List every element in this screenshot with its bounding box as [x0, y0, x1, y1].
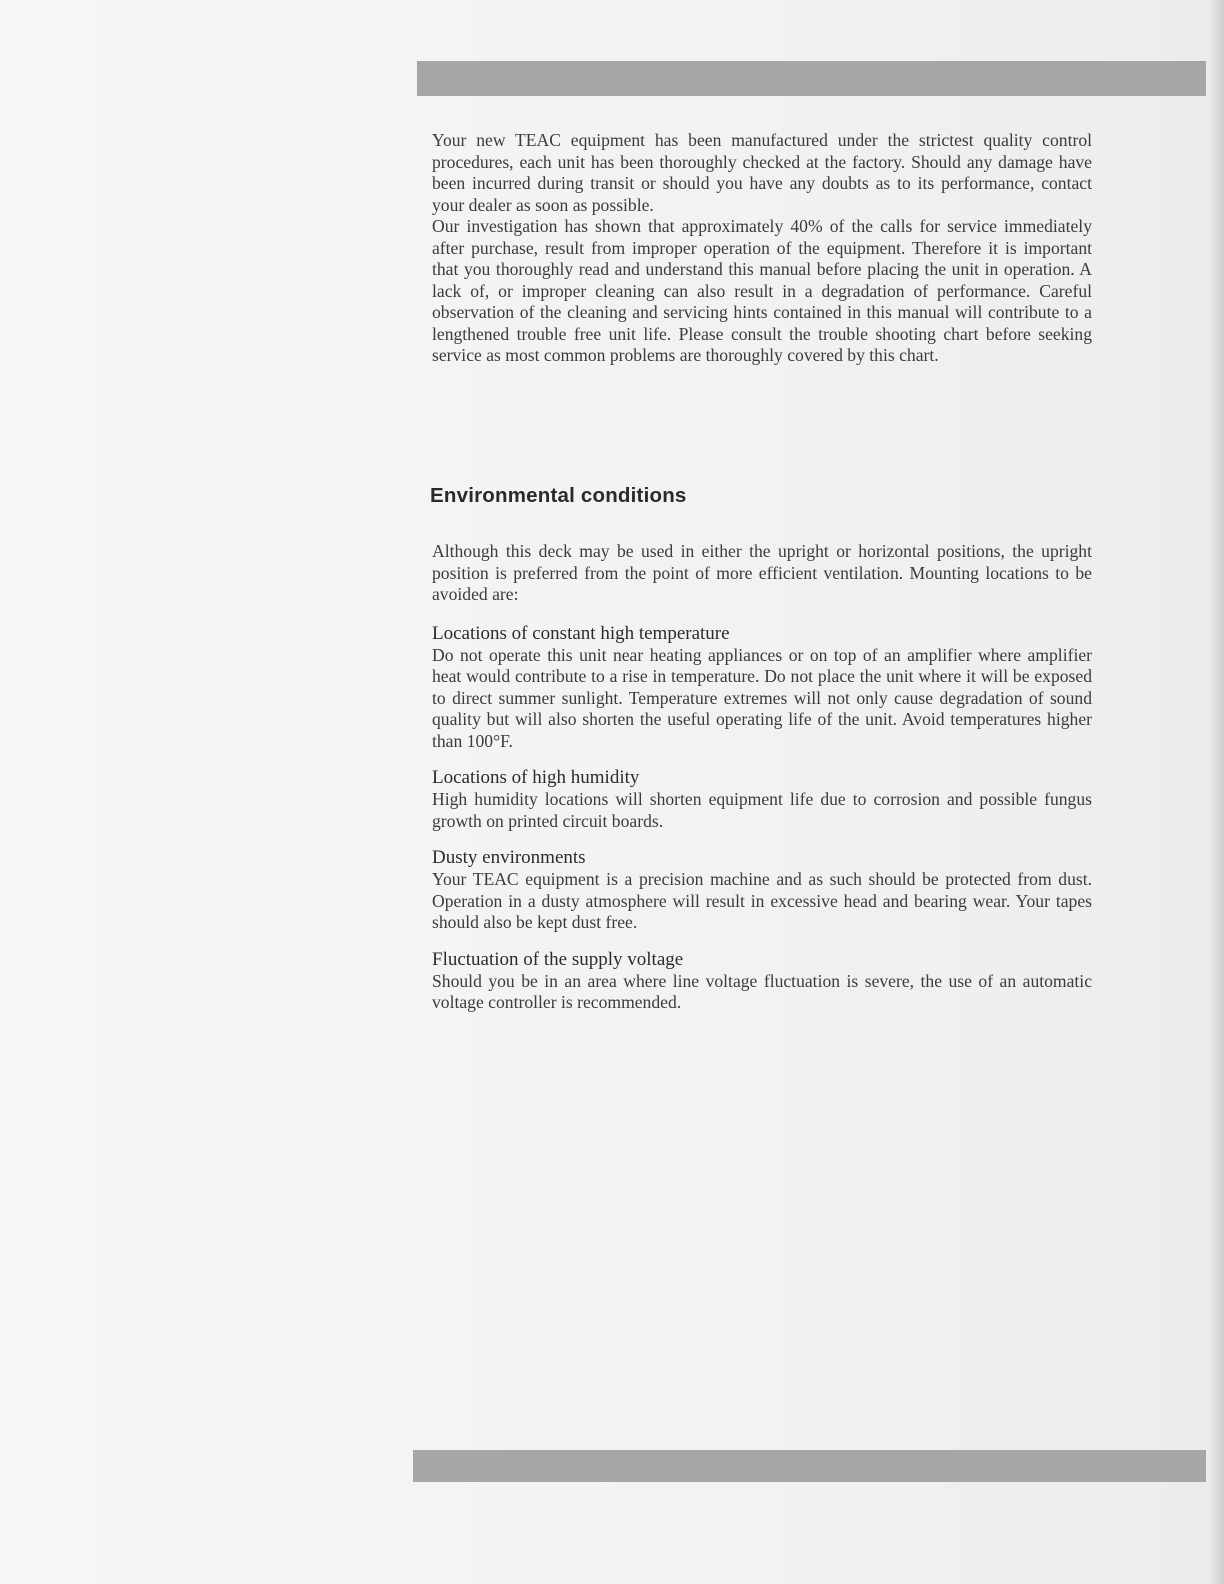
intro-paragraph-2: Our investigation has shown that approximately 40% of the calls for service immediately after purchase, result from improper operation of the equipment. Therefore it is important that you thoroughly read and understand this manual before placing the unit in operation. A lack of, or improper cleaning can also result in a degradation of performance. Careful observation of the cleaning and servicing hints contained in this manual will contribute to a lengthened trouble free unit life. Please consult the trouble shooting chart before seeking service as most common problems are thoroughly covered by this chart. — [432, 216, 1092, 365]
section-heading: Environmental conditions — [430, 484, 687, 507]
intro-paragraph-1: Your new TEAC equipment has been manufactured under the strictest quality control procedures, each unit has been thoroughly checked at the factory. Should any damage have been incurred during transit or should you have any doubts as to its performance, contact your dealer as soon as possible. — [432, 130, 1092, 215]
supply-voltage-block — [432, 949, 1092, 1014]
intro-section — [432, 130, 1092, 367]
high-temperature-block — [432, 623, 1092, 753]
high-humidity-title: Locations of high humidity — [432, 767, 640, 788]
footer-bar — [413, 1450, 1206, 1482]
supply-voltage-text: Should you be in an area where line voltage fluctuation is severe, the use of an automatic voltage controller is recommended. — [432, 970, 1092, 1012]
dusty-environments-text: Your TEAC equipment is a precision machine and as such should be protected from dust. Operation in a dusty atmosphere will result in excessive head and bearing wear. Your tapes should also be kept dust free. — [432, 869, 1092, 932]
high-humidity-block — [432, 767, 1092, 832]
dusty-environments-block — [432, 847, 1092, 934]
supply-voltage-title: Fluctuation of the supply voltage — [432, 948, 684, 970]
high-humidity-text: High humidity locations will shorten equipment life due to corrosion and possible fungus growth on printed circuit boards. — [432, 789, 1092, 831]
page-edge-shadow — [1206, 0, 1224, 1584]
high-temperature-text: Do not operate this unit near heating appliances or on top of an amplifier where amplifier heat would contribute to a rise in temperature. Do not place the unit where it will be exposed to direct summer sunlight. Temperature extremes will not only cause degradation of sound quality but will also shorten the useful operating life of the unit. Avoid temperatures higher than 100°F. — [432, 644, 1092, 751]
environmental-intro: Although this deck may be used in either the upright or horizontal positions, the upright position is preferred from the point of more efficient ventilation. Mounting locations to be avoided are: — [432, 541, 1092, 604]
dusty-environments-title: Dusty environments — [432, 847, 586, 868]
header-bar — [417, 61, 1206, 96]
high-temperature-title: Locations of constant high temperature — [432, 622, 730, 644]
environmental-section — [432, 541, 1092, 1014]
